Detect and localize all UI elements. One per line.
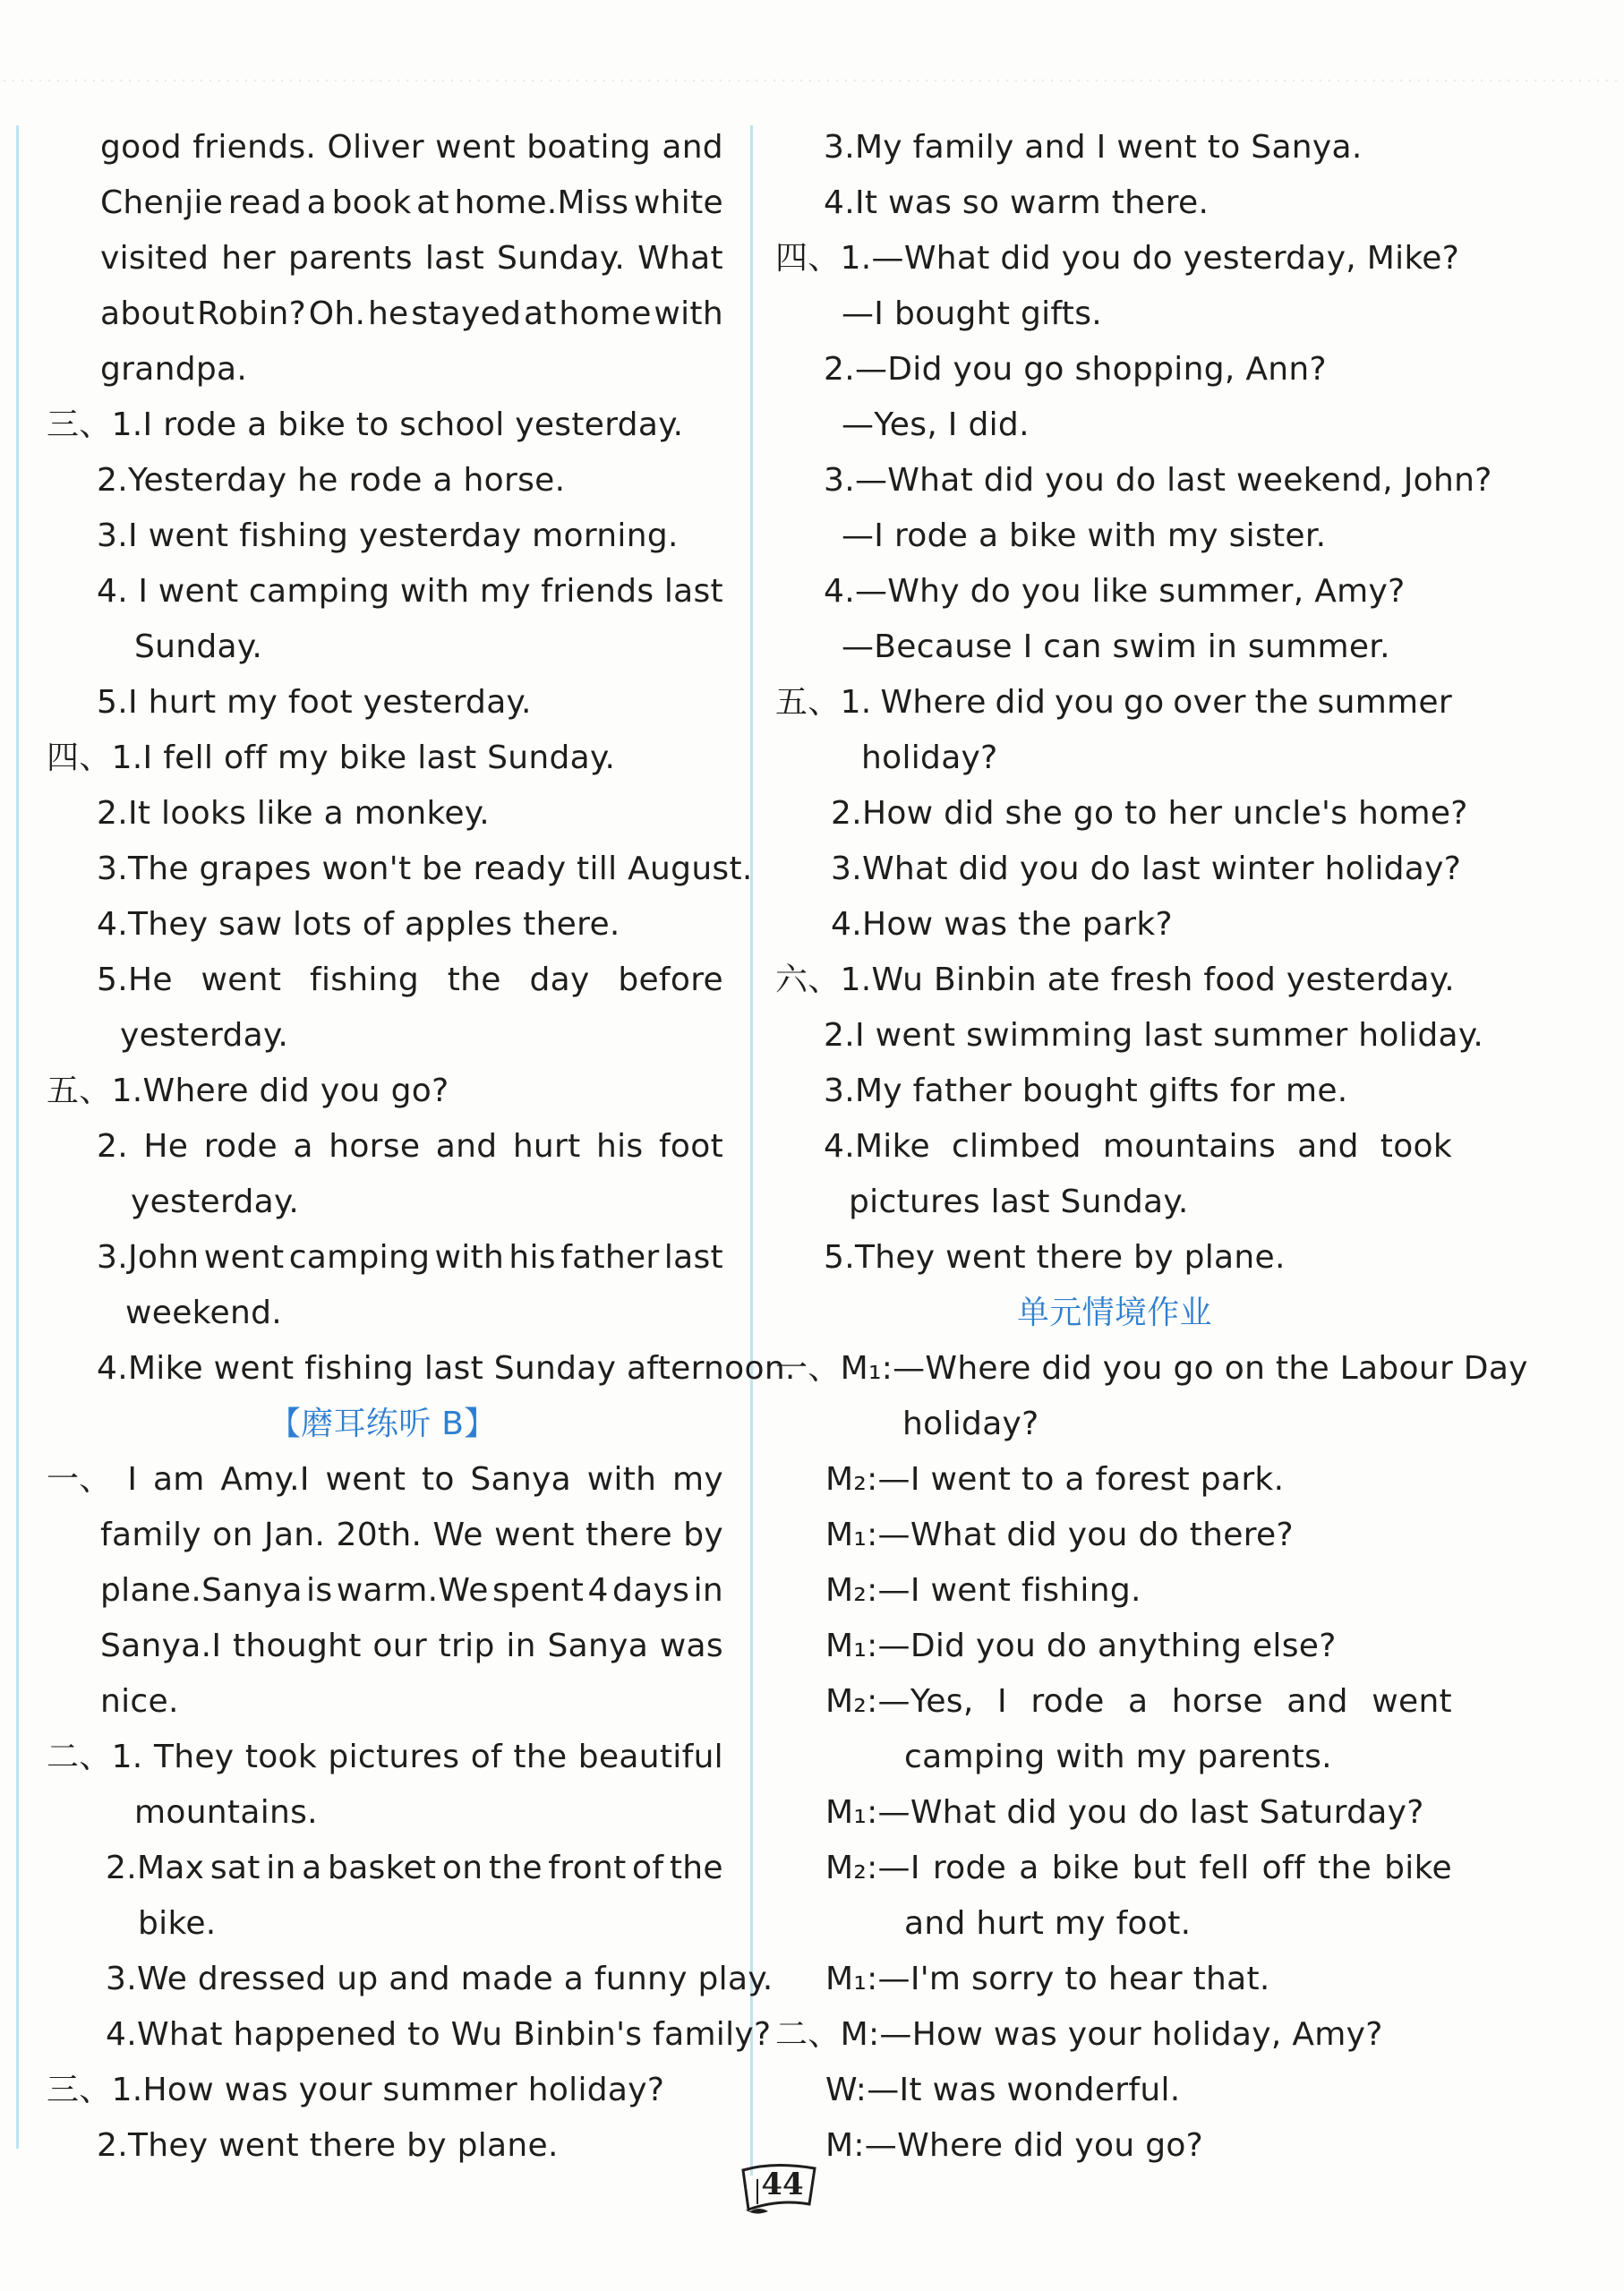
text-line: pictures last Sunday. bbox=[849, 1184, 1189, 1220]
text-line: plane.Sanya is warm.We spent 4 days in bbox=[100, 1572, 723, 1609]
text-line: 4.Mike climbed mountains and took bbox=[824, 1128, 1452, 1165]
text-line: 二、1. They took pictures of the beautiful bbox=[47, 1739, 723, 1775]
text-line: M:—Where did you go? bbox=[825, 2127, 1204, 2164]
text-line: Sanya.I thought our trip in Sanya was bbox=[100, 1628, 723, 1664]
section-heading: 单元情境作业 bbox=[1017, 1295, 1212, 1331]
page-number: 44 bbox=[761, 2167, 804, 2202]
text-line: 3.My family and I went to Sanya. bbox=[824, 129, 1363, 166]
text-line: 4.What happened to Wu Binbin's family? bbox=[106, 2016, 772, 2053]
text-line: 4.—Why do you like summer, Amy? bbox=[824, 573, 1406, 610]
text-line: 3.We dressed up and made a funny play. bbox=[106, 1961, 774, 1997]
text-line: M₂:—I went fishing. bbox=[825, 1572, 1141, 1609]
text-line: 3.—What did you do last weekend, John? bbox=[824, 462, 1492, 499]
text-line: Chenjie read a book at home.Miss white bbox=[100, 184, 723, 221]
page-number-badge bbox=[738, 2158, 827, 2220]
text-line: M₂:—I went to a forest park. bbox=[825, 1461, 1285, 1498]
text-line: 3.What did you do last winter holiday? bbox=[831, 851, 1462, 887]
text-line: 五、1.Where did you go? bbox=[47, 1073, 449, 1109]
text-line: grandpa. bbox=[100, 351, 248, 388]
text-line: 三、1.How was your summer holiday? bbox=[47, 2072, 665, 2108]
text-line: W:—It was wonderful. bbox=[825, 2072, 1181, 2108]
text-line: 2.Yesterday he rode a horse. bbox=[97, 462, 566, 499]
text-line: M₁:—I'm sorry to hear that. bbox=[825, 1961, 1270, 1997]
text-line: 三、1.I rode a bike to school yesterday. bbox=[47, 406, 684, 443]
text-line: —Yes, I did. bbox=[842, 406, 1030, 443]
text-line: 四、1.I fell off my bike last Sunday. bbox=[47, 739, 616, 776]
text-line: 3.The grapes won't be ready till August. bbox=[97, 851, 753, 887]
text-line: good friends. Oliver went boating and bbox=[100, 129, 723, 166]
text-line: 5.He went fishing the day before bbox=[97, 962, 723, 998]
column-divider bbox=[750, 125, 753, 2176]
text-line: camping with my parents. bbox=[904, 1739, 1332, 1775]
text-line: weekend. bbox=[125, 1295, 282, 1331]
text-line: 一、 I am Amy.I went to Sanya with my bbox=[47, 1461, 723, 1498]
text-line: —I rode a bike with my sister. bbox=[842, 517, 1327, 554]
text-line: yesterday. bbox=[131, 1184, 300, 1220]
text-line: 2.I went swimming last summer holiday. bbox=[824, 1017, 1484, 1054]
text-line: yesterday. bbox=[120, 1017, 289, 1054]
text-line: 2. He rode a horse and hurt his foot bbox=[97, 1128, 723, 1165]
text-line: 2.They went there by plane. bbox=[97, 2127, 559, 2164]
text-line: 二、M:—How was your holiday, Amy? bbox=[775, 2016, 1383, 2053]
text-line: family on Jan. 20th. We went there by bbox=[100, 1517, 723, 1553]
text-line: Sunday. bbox=[134, 628, 263, 665]
text-line: 4.How was the park? bbox=[831, 906, 1173, 943]
text-line: holiday? bbox=[861, 739, 998, 776]
text-line: M₁:—What did you do there? bbox=[825, 1517, 1294, 1553]
section-heading: 【磨耳练听 B】 bbox=[269, 1406, 497, 1442]
text-line: 五、1. Where did you go over the summer bbox=[775, 684, 1452, 721]
text-line: —Because I can swim in summer. bbox=[842, 628, 1390, 665]
text-line: visited her parents last Sunday. What bbox=[100, 240, 723, 277]
text-line: —I bought gifts. bbox=[842, 295, 1102, 332]
top-dotted-border bbox=[0, 79, 1624, 82]
text-line: M₂:—I rode a bike but fell off the bike bbox=[825, 1850, 1452, 1886]
text-line: M₁:—Did you do anything else? bbox=[825, 1628, 1337, 1664]
text-line: bike. bbox=[138, 1905, 217, 1942]
text-line: holiday? bbox=[902, 1406, 1039, 1442]
text-line: 4.They saw lots of apples there. bbox=[97, 906, 620, 943]
text-line: 4.It was so warm there. bbox=[824, 184, 1209, 221]
text-line: M₁:—What did you do last Saturday? bbox=[825, 1794, 1424, 1831]
left-margin-rule bbox=[16, 125, 19, 2149]
text-line: 3.I went fishing yesterday morning. bbox=[97, 517, 679, 554]
text-line: 2.Max sat in a basket on the front of the bbox=[106, 1850, 723, 1886]
text-line: and hurt my foot. bbox=[904, 1905, 1192, 1942]
text-line: 四、1.—What did you do yesterday, Mike? bbox=[775, 240, 1460, 277]
text-line: 六、1.Wu Binbin ate fresh food yesterday. bbox=[775, 962, 1456, 998]
text-line: 2.—Did you go shopping, Ann? bbox=[824, 351, 1327, 388]
text-line: 2.It looks like a monkey. bbox=[97, 795, 491, 832]
text-line: M₂:—Yes, I rode a horse and went bbox=[825, 1683, 1452, 1720]
text-line: 4. I went camping with my friends last bbox=[97, 573, 723, 610]
text-line: 5.They went there by plane. bbox=[824, 1239, 1286, 1276]
text-line: 3.My father bought gifts for me. bbox=[824, 1073, 1348, 1109]
text-line: nice. bbox=[100, 1683, 179, 1720]
text-line: 2.How did she go to her uncle's home? bbox=[831, 795, 1468, 832]
text-line: 3.John went camping with his father last bbox=[97, 1239, 723, 1276]
text-line: mountains. bbox=[134, 1794, 318, 1831]
text-line: about Robin? Oh. he stayed at home with bbox=[100, 295, 723, 332]
text-line: 一、M₁:—Where did you go on the Labour Day bbox=[775, 1350, 1528, 1387]
text-line: 5.I hurt my foot yesterday. bbox=[97, 684, 532, 721]
text-line: 4.Mike went fishing last Sunday afternoon. bbox=[97, 1350, 796, 1387]
